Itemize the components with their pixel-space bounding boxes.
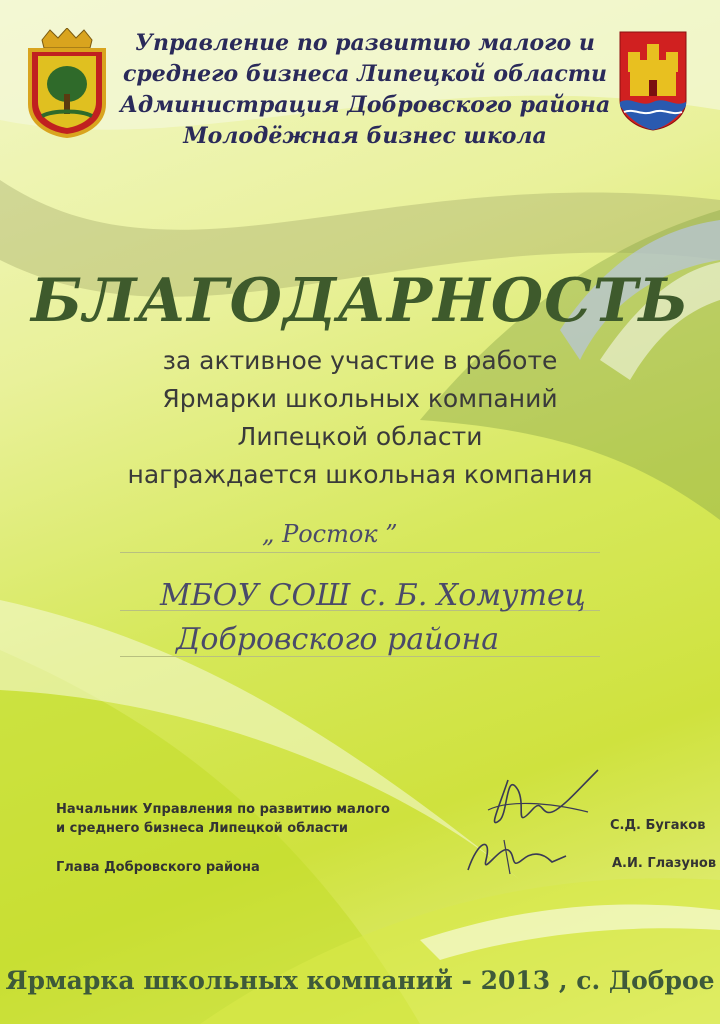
certificate-body: [60, 342, 660, 494]
header-line-1: Управление по развитию малого и: [135, 30, 595, 56]
handwritten-school-name: МБОУ СОШ с. Б. Хомутец: [160, 578, 586, 613]
issuer-header: [120, 28, 610, 152]
event-footer: Ярмарка школьных компаний - 2013 , с. Доброе: [5, 966, 715, 995]
first-signatory-role: [56, 800, 390, 838]
body-line-1: за активное участие в работе: [162, 346, 558, 375]
first-role-line-2: и среднего бизнеса Липецкой области: [56, 821, 348, 836]
body-line-4: награждается школьная компания: [127, 460, 593, 489]
certificate-title: БЛАГОДАРНОСТЬ: [30, 266, 690, 336]
handwritten-company-name: „ Росток ”: [262, 520, 398, 548]
lipetsk-oblast-coat-of-arms-icon: [24, 28, 110, 138]
handwritten-signature: [448, 750, 618, 890]
second-signatory-role: Глава Добровского района: [56, 860, 260, 875]
header-line-2: среднего бизнеса Липецкой области: [123, 61, 607, 87]
first-role-line-1: Начальник Управления по развитию малого: [56, 802, 390, 817]
first-signatory-name: С.Д. Бугаков: [610, 818, 706, 833]
handwritten-district-name: Добровского района: [176, 622, 500, 657]
body-line-2: Ярмарки школьных компаний: [162, 384, 558, 413]
header-line-3: Администрация Добровского района: [120, 92, 611, 118]
fill-in-line: [120, 552, 600, 553]
second-signatory-name: А.И. Глазунов: [612, 856, 717, 871]
body-line-3: Липецкой области: [237, 422, 483, 451]
header-line-4: Молодёжная бизнес школа: [183, 123, 547, 149]
dobrovsky-district-coat-of-arms-icon: [618, 30, 688, 132]
